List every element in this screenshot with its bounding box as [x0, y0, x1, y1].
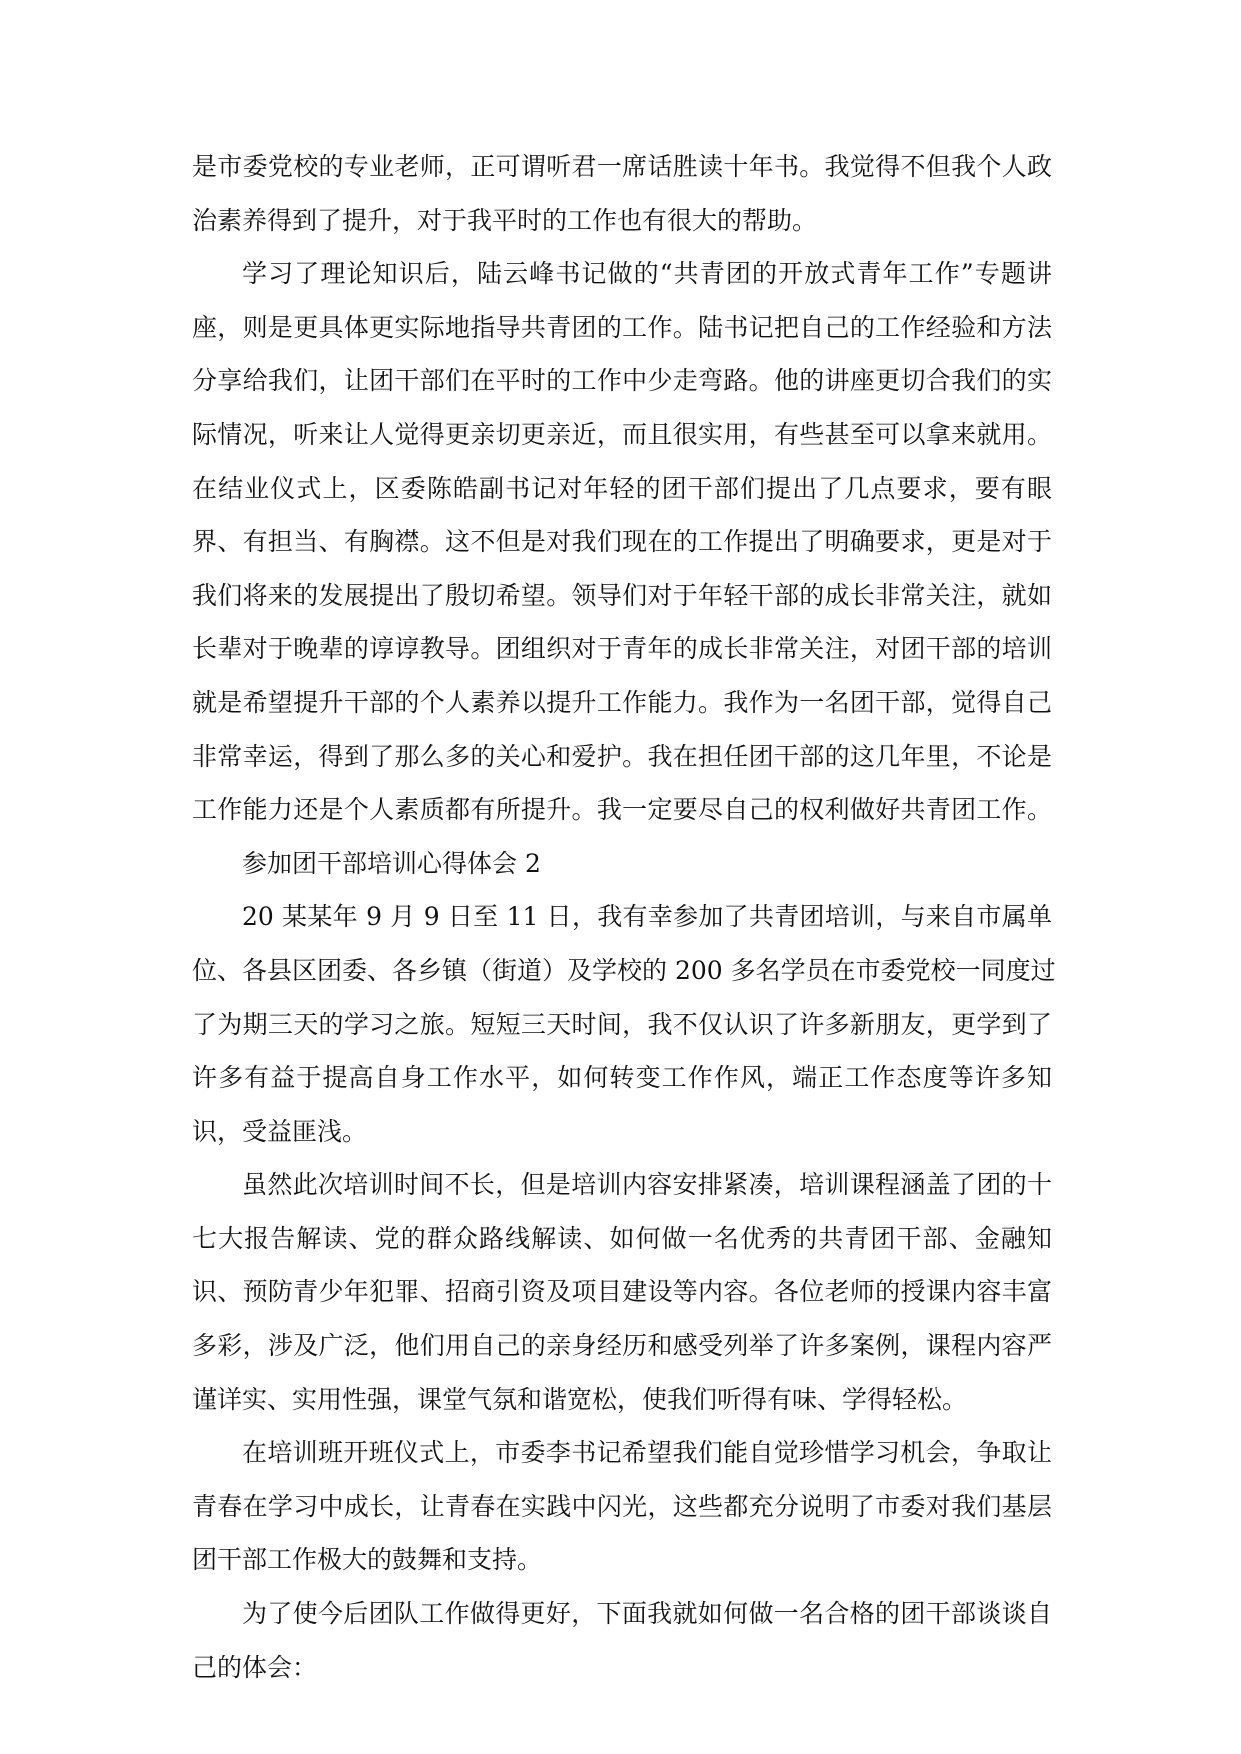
text-line: 参加团干部培训心得体会 2	[242, 848, 541, 878]
text-line: 座，则是更具体更实际地指导共青团的工作。陆书记把自己的工作经验和方法	[192, 312, 1052, 342]
text-line: 了为期三天的学习之旅。短短三天时间，我不仅认识了许多新朋友，更学到了	[192, 1009, 1052, 1039]
text-line: 学习了理论知识后，陆云峰书记做的“共青团的开放式青年工作”专题讲	[242, 259, 1052, 289]
text-line: 七大报告解读、党的群众路线解读、如何做一名优秀的共青团干部、金融知	[192, 1223, 1052, 1253]
document-page	[192, 140, 1056, 1694]
text-line: 识，受益匪浅。	[192, 1116, 368, 1146]
text-line: 团干部工作极大的鼓舞和支持。	[192, 1545, 543, 1575]
text-line: 许多有益于提高自身工作水平，如何转变工作作风，端正工作态度等许多知	[192, 1063, 1052, 1093]
text-line: 在结业仪式上，区委陈皓副书记对年轻的团干部们提出了几点要求，要有眼	[192, 473, 1052, 503]
text-line: 工作能力还是个人素质都有所提升。我一定要尽自己的权利做好共青团工作。	[192, 795, 1052, 825]
text-line: 多彩，涉及广泛，他们用自己的亲身经历和感受列举了许多案例，课程内容严	[192, 1331, 1052, 1361]
text-line: 界、有担当、有胸襟。这不但是对我们现在的工作提出了明确要求，更是对于	[192, 527, 1052, 557]
text-line: 识、预防青少年犯罪、招商引资及项目建设等内容。各位老师的授课内容丰富	[192, 1277, 1052, 1307]
text-line: 谨详实、实用性强，课堂气氛和谐宽松，使我们听得有味、学得轻松。	[192, 1384, 968, 1414]
text-line: 长辈对于晚辈的谆谆教导。团组织对于青年的成长非常关注，对团干部的培训	[192, 634, 1052, 664]
text-line: 己的体会：	[192, 1652, 318, 1682]
text-line: 分享给我们，让团干部们在平时的工作中少走弯路。他的讲座更切合我们的实	[192, 366, 1052, 396]
text-line: 为了使今后团队工作做得更好，下面我就如何做一名合格的团干部谈谈自	[242, 1599, 1052, 1629]
text-line: 虽然此次培训时间不长，但是培训内容安排紧凑，培训课程涵盖了团的十	[242, 1170, 1052, 1200]
text-line: 位、各县区团委、各乡镇（街道）及学校的 200 多名学员在市委党校一同度过	[192, 955, 1056, 985]
text-line: 非常幸运，得到了那么多的关心和爱护。我在担任团干部的这几年里，不论是	[192, 741, 1052, 771]
text-line: 青春在学习中成长，让青春在实践中闪光，这些都充分说明了市委对我们基层	[192, 1491, 1052, 1521]
text-line: 在培训班开班仪式上，市委李书记希望我们能自觉珍惜学习机会，争取让	[242, 1438, 1052, 1468]
text-line: 就是希望提升干部的个人素养以提升工作能力。我作为一名团干部，觉得自己	[192, 687, 1052, 717]
text-line: 治素养得到了提升，对于我平时的工作也有很大的帮助。	[192, 205, 818, 235]
text-line: 我们将来的发展提出了殷切希望。领导们对于年轻干部的成长非常关注，就如	[192, 580, 1052, 610]
text-line: 20 某某年 9 月 9 日至 11 日，我有幸参加了共青团培训，与来自市属单	[242, 902, 1052, 932]
text-line: 是市委党校的专业老师，正可谓听君一席话胜读十年书。我觉得不但我个人政	[192, 152, 1052, 181]
text-line: 际情况，听来让人觉得更亲切更亲近，而且很实用，有些甚至可以拿来就用。	[192, 419, 1052, 449]
